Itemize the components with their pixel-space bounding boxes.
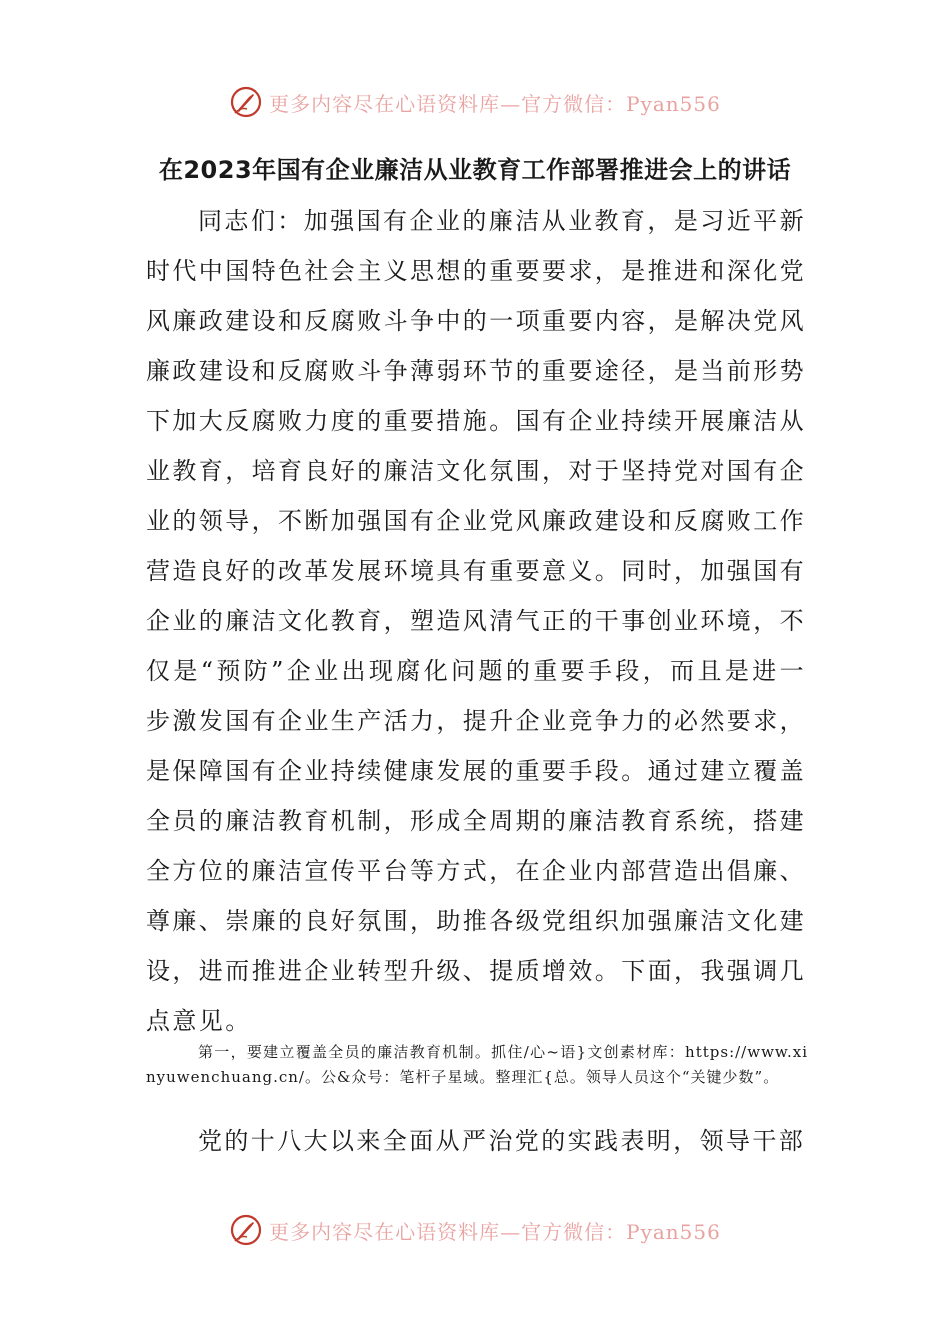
pen-nib-logo-icon: [229, 1213, 263, 1247]
body-paragraph-continued: 党的十八大以来全面从严治党的实践表明，领导干部: [198, 1127, 806, 1155]
header-banner-text: 更多内容尽在心语资料库—官方微信：Pyan556: [269, 91, 721, 116]
pen-nib-logo-icon: [229, 85, 263, 119]
footer-banner-text: 更多内容尽在心语资料库—官方微信：Pyan556: [269, 1219, 721, 1244]
header-watermark-banner: [0, 78, 950, 126]
body-paragraph-section-one: 第一，要建立覆盖全员的廉洁教育机制。抓住/心~语}文创素材库：https://www.xinyuwenchuang.cn/。公&众号：笔杆子星域。整理汇{总。领导人员这个“关键少数”。: [146, 1043, 808, 1086]
body-paragraph-intro: 同志们：加强国有企业的廉洁从业教育，是习近平新时代中国特色社会主义思想的重要要求，是推进和深化党风廉政建设和反腐败斗争中的一项重要内容，是解决党风廉政建设和反腐败斗争薄弱环节的重要途径，是当前形势下加大反腐败力度的重要措施。国有企业持续开展廉洁从业教育，培育良好的廉洁文化氛围，对于坚持党对国有企业的领导，不断加强国有企业党风廉政建设和反腐败工作营造良好的改革发展环境具有重要意义。同时，加强国有企业的廉洁文化教育，塑造风清气正的干事创业环境，不仅是“预防”企业出现腐化问题的重要手段，而且是进一步激发国有企业生产活力，提升企业竞争力的必然要求，是保障国有企业持续健康发展的重要手段。通过建立覆盖全员的廉洁教育机制，形成全周期的廉洁教育系统，搭建全方位的廉洁宣传平台等方式，在企业内部营造出倡廉、尊廉、崇廉的良好氛围，助推各级党组织加强廉洁文化建设，进而推进企业转型升级、提质增效。下面，我强调几点意见。: [146, 207, 806, 1035]
footer-watermark-banner: [0, 1206, 950, 1254]
document-title: 在2023年国有企业廉洁从业教育工作部署推进会上的讲话: [158, 156, 792, 184]
